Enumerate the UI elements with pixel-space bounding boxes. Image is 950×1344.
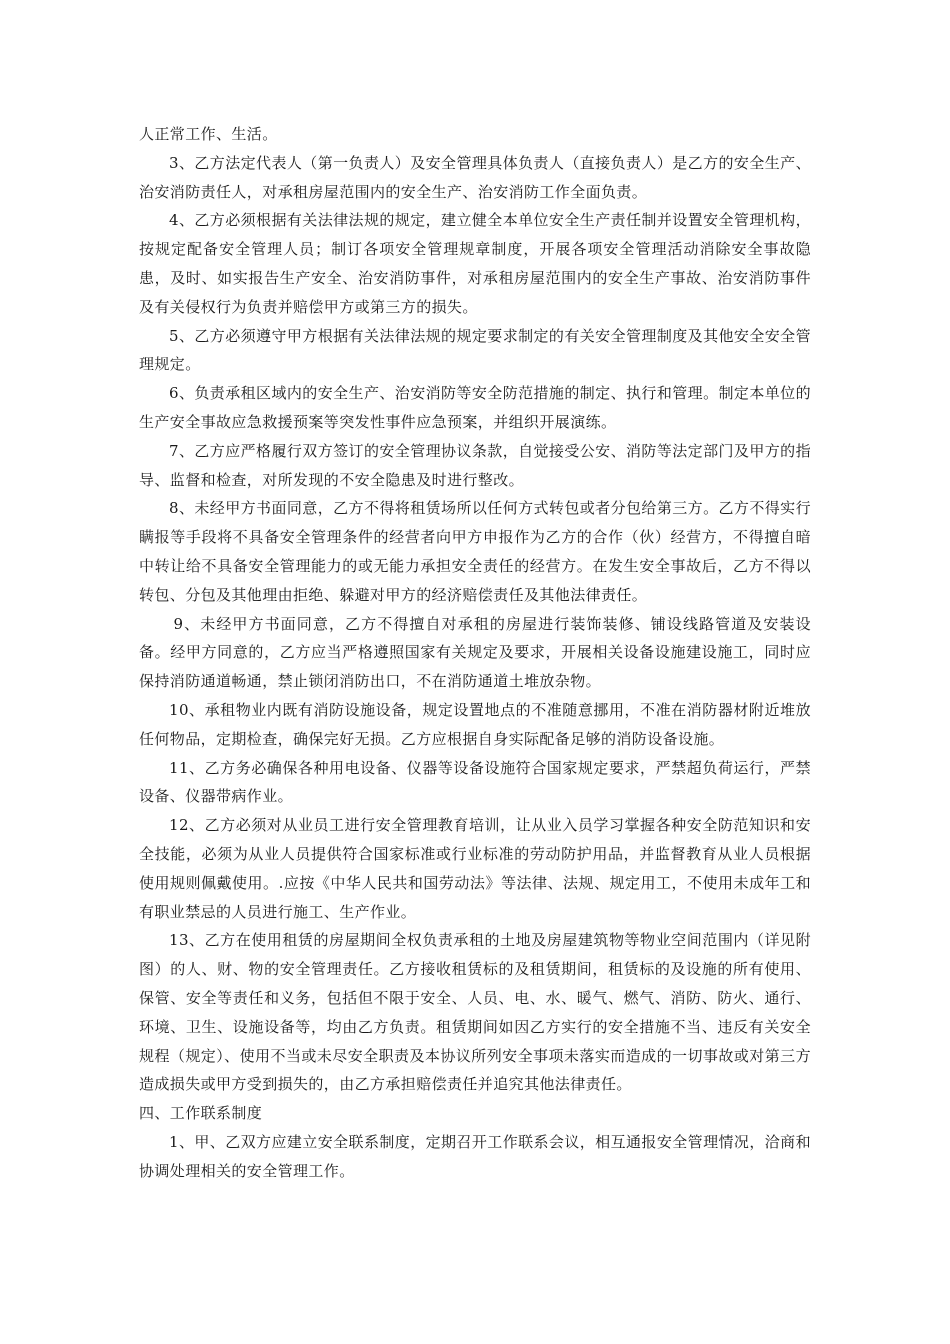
clause-10: 10、承租物业内既有消防设施设备，规定设置地点的不准随意挪用，不准在消防器材附近堆放任何物品，定期检查，确保完好无损。乙方应根据自身实际配备足够的消防设备设施。 — [139, 700, 811, 748]
clause-8: 8、未经甲方书面同意，乙方不得将租赁场所以任何方式转包或者分包给第三方。乙方不得实行瞒报等手段将不具备安全管理条件的经营者向甲方申报作为乙方的合作（伙）经营方，不得擅自暗中转让给不具备安全管理能力的或无能力承担安全责任的经营方。在发生安全事故后，乙方不得以转包、分包及其他理由拒绝、躲避对甲方的经济赔偿责任及其他法律责任。 — [139, 499, 811, 604]
clause-9: 9、未经甲方书面同意，乙方不得擅自对承租的房屋进行装饰装修、铺设线路管道及安装设备。经甲方同意的，乙方应当严格遵照国家有关规定及要求，开展相关设备设施建设施工，同时应保持消防通道畅通，禁止锁闭消防出口，不在消防通道土堆放杂物。 — [139, 614, 811, 691]
paragraph-continuation: 人正常工作、生活。 — [139, 125, 278, 143]
clause-4: 4、乙方必须根据有关法律法规的规定，建立健全本单位安全生产责任制并设置安全管理机构，按规定配备安全管理人员；制订各项安全管理规章制度，开展各项安全管理活动消除安全事故隐患，及时、如实报告生产安全、治安消防事件，对承租房屋范围内的安全生产事故、治安消防事件及有关侵权行为负责并赔偿甲方或第三方的损失。 — [139, 211, 811, 316]
clause-5: 5、乙方必须遵守甲方根据有关法律法规的规定要求制定的有关安全管理制度及其他安全安全管理规定。 — [139, 326, 811, 374]
clause-13: 13、乙方在使用租赁的房屋期间全权负责承租的土地及房屋建筑物等物业空间范围内（详见附图）的人、财、物的安全管理责任。乙方接收租赁标的及租赁期间，租赁标的及设施的所有使用、保管、安全等责任和义务，包括但不限于安全、人员、电、水、暖气、燃气、消防、防火、通行、环境、卫生、设施设备等，均由乙方负责。租赁期间如因乙方实行的安全措施不当、违反有关安全规程（规定）、使用不当或未尽安全职责及本协议所列安全事项未落实而造成的一切事故或对第三方造成损失或甲方受到损失的，由乙方承担赔偿责任并追究其他法律责任。 — [139, 931, 811, 1094]
document-body — [139, 120, 811, 1185]
clause-11: 11、乙方务必确保各种用电设备、仪器等设备设施符合国家规定要求，严禁超负荷运行，严禁设备、仪器带病作业。 — [139, 758, 811, 806]
clause-7: 7、乙方应严格履行双方签订的安全管理协议条款，自觉接受公安、消防等法定部门及甲方的指导、监督和检查，对所发现的不安全隐患及时进行整改。 — [139, 441, 811, 489]
clause-6: 6、负责承租区域内的安全生产、治安消防等安全防范措施的制定、执行和管理。制定本单位的生产安全事故应急救援预案等突发性事件应急预案，并组织开展演练。 — [139, 384, 811, 431]
clause-12: 12、乙方必须对从业员工进行安全管理教育培训，让从业入员学习掌握各种安全防范知识和安全技能，必须为从业人员提供符合国家标准或行业标准的劳动防护用品，并监督教育从业人员根据使用规则佩戴使用。.应按《中华人民共和国劳动法》等法律、法规、规定用工，不使用未成年工和有职业禁忌的人员进行施工、生产作业。 — [139, 816, 811, 921]
section-heading: 四、工作联系制度 — [139, 1104, 263, 1123]
section-4-clause-1: 1、甲、乙双方应建立安全联系制度，定期召开工作联系会议，相互通报安全管理情况，洽商和协调处理相关的安全管理工作。 — [139, 1132, 811, 1180]
clause-3: 3、乙方法定代表人（第一负责人）及安全管理具体负责人（直接负责人）是乙方的安全生产、治安消防责任人，对承租房屋范围内的安全生产、治安消防工作全面负责。 — [139, 153, 811, 201]
